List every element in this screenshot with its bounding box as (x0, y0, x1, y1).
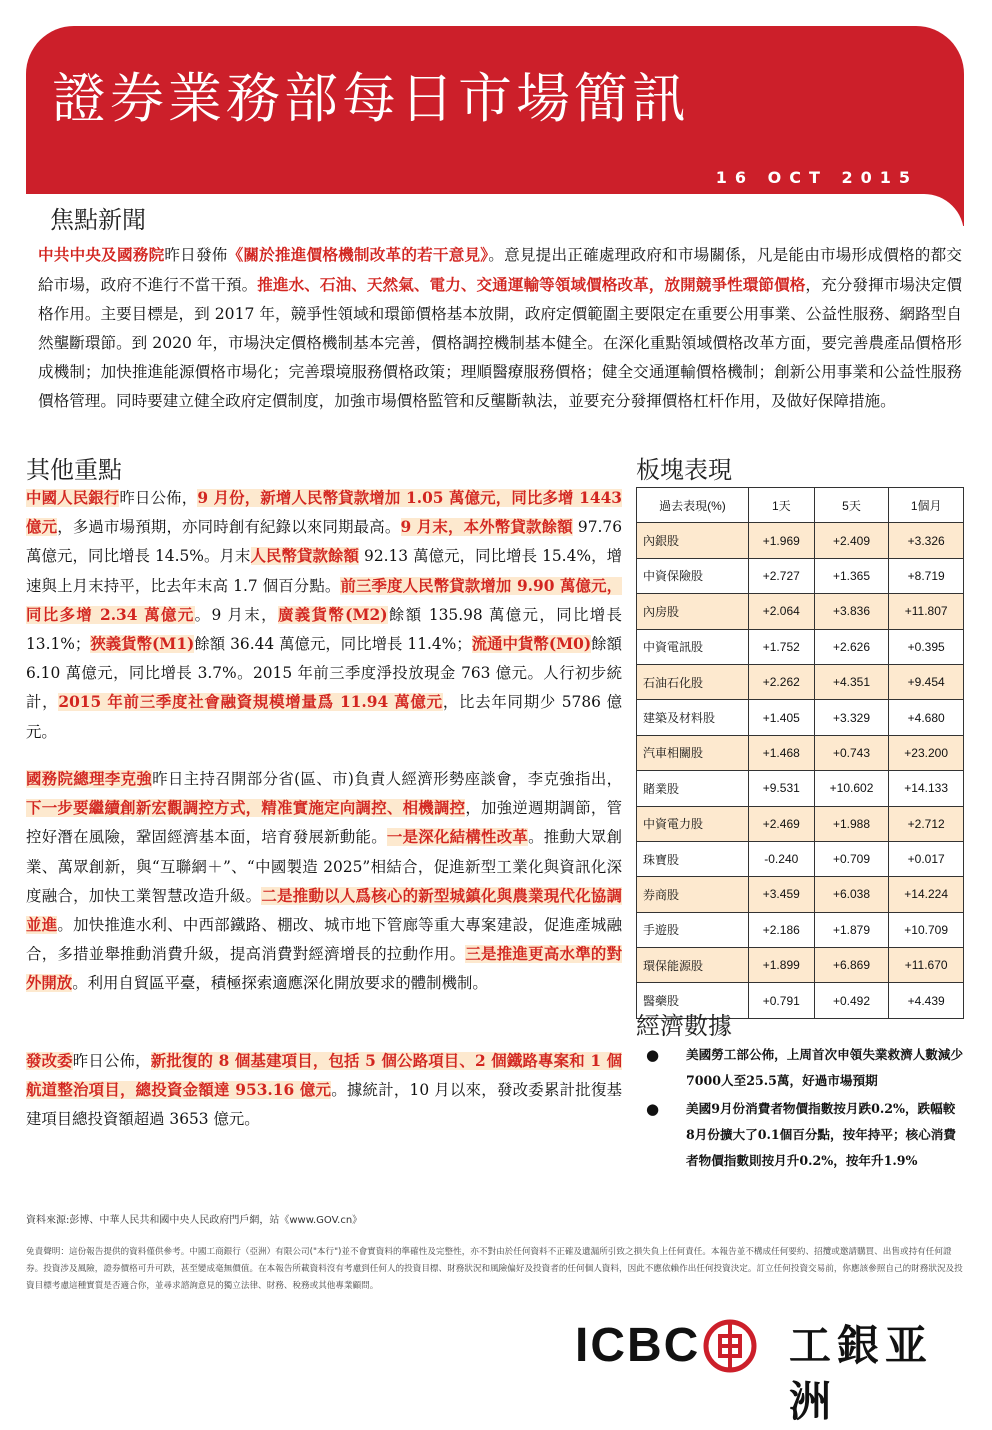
table-row (637, 523, 964, 558)
table-row (637, 841, 964, 876)
body-text: 92.13 萬億元，同比增長 15.4%，增速與上月末持平，比去年末高 1.7 個百分點。 (26, 547, 622, 595)
highlight-text: 流通中貨幣(M0) (471, 635, 592, 654)
return-1d: +1.899 (748, 948, 814, 983)
list-item (646, 1096, 964, 1174)
highlight-text: 廣義貨幣(M2) (277, 605, 388, 624)
return-1d: +3.459 (748, 877, 814, 912)
highlight-text: 一是深化結構性改革 (386, 828, 529, 847)
column-header-5d: 5天 (814, 488, 889, 523)
table-row (637, 700, 964, 735)
sector-name: 手遊股 (637, 912, 749, 947)
return-1m: +4.439 (889, 983, 964, 1018)
state-council-paragraph (26, 765, 622, 999)
return-1m: +4.680 (889, 700, 964, 735)
sector-name: 中資保險股 (637, 558, 749, 593)
return-1d: +1.405 (748, 700, 814, 735)
table-row (637, 629, 964, 664)
body-text: ，加強逆週期調節，管控好潛在風險，鞏固經濟基本面，培育發展新動能。 (26, 799, 622, 847)
focus-text: 昨日發佈 (164, 246, 228, 264)
highlight-text: 新批復的 8 個基建項目，包括 5 個公路項目、2 個鐵路專案和 1 個航道整治項目，總投資金額達 953.16 億元 (26, 1052, 622, 1100)
sector-name: 汽車相關股 (637, 735, 749, 770)
table-row (637, 558, 964, 593)
return-5d: +4.351 (814, 664, 889, 699)
return-5d: +3.329 (814, 700, 889, 735)
sector-performance-heading: 板塊表現 (636, 456, 732, 484)
icbc-seal-icon (703, 1319, 757, 1373)
highlight-text: 前三季度人民幣貸款增加 9.90 萬億元，同比多增 2.34 萬億元 (26, 576, 623, 624)
highlight-text: 二是推動以人爲核心的新型城鎮化與農業現代化協調並進 (26, 886, 622, 935)
sector-name: 建築及材料股 (637, 700, 749, 735)
return-5d: +2.626 (814, 629, 889, 664)
return-1d: +0.791 (748, 983, 814, 1018)
return-5d: +1.879 (814, 912, 889, 947)
table-header-row (637, 488, 964, 523)
sector-name: 環保能源股 (637, 948, 749, 983)
body-text: ，比去年同期少 5786 億元。 (26, 693, 622, 741)
return-1m: +8.719 (889, 558, 964, 593)
sector-name: 賭業股 (637, 771, 749, 806)
highlight-text: 下一步要繼續創新宏觀調控方式，精准實施定向調控、相機調控 (26, 799, 466, 818)
bullet-icon: ● (646, 1100, 660, 1118)
return-1m: +11.807 (889, 594, 964, 629)
body-text: 。推動大眾創業、萬眾創新，與“互聯網＋”、“中國製造 2025”相結合，促進新型工業化與資訊化深度融合，加快工業智慧改造升級。 (26, 828, 622, 905)
body-text: 餘額 36.44 萬億元，同比增長 11.4%； (194, 635, 472, 654)
return-1d: +2.469 (748, 806, 814, 841)
return-1d: +2.186 (748, 912, 814, 947)
highlight-text: 發改委 (26, 1052, 73, 1070)
sector-name: 石油石化股 (637, 664, 749, 699)
body-text: 餘額 6.10 萬億元，同比增長 3.7%。2015 年前三季度淨投放現金 763 億元。人行初步統計， (26, 635, 622, 712)
return-5d: +3.836 (814, 594, 889, 629)
column-header-1d: 1天 (748, 488, 814, 523)
body-text: 昨日公佈， (72, 1052, 151, 1070)
table-row (637, 948, 964, 983)
body-text: 97.76 萬億元，同比增長 14.5%。月末 (26, 518, 622, 566)
return-5d: +1.365 (814, 558, 889, 593)
body-text: 昨日主持召開部分省(區、市)負責人經濟形勢座談會，李克強指出， (152, 770, 622, 788)
table-row (637, 806, 964, 841)
sector-name: 券商股 (637, 877, 749, 912)
pboc-paragraph (26, 484, 622, 747)
table-row (637, 771, 964, 806)
column-header-period: 過去表現(%) (637, 488, 749, 523)
logo-wordmark-en: ICBC (575, 1319, 701, 1372)
highlight-text: 9 月末，本外幣貸款餘額 (400, 518, 573, 537)
sector-name: 內房股 (637, 594, 749, 629)
return-5d: +0.743 (814, 735, 889, 770)
table-row (637, 594, 964, 629)
return-5d: +10.602 (814, 771, 889, 806)
return-1d: +2.262 (748, 664, 814, 699)
focus-document-title: 《關於推進價格機制改革的若干意見》 (227, 245, 489, 264)
economic-item-text: 美國勞工部公佈，上周首次申領失業救濟人數減少7000人至25.5萬，好過市場預期 (686, 1047, 964, 1088)
focus-highlight: 推進水、石油、天然氣、電力、交通運輸等領域價格改革，放開競爭性環節價格 (257, 275, 806, 294)
focus-issuer: 中共中央及國務院 (38, 245, 165, 264)
page-title: 證券業務部每日市場簡訊 (52, 67, 690, 130)
source-note: 資料來源:彭博、中華人民共和國中央人民政府門戶網，站《www.GOV.cn》 (26, 1215, 363, 1226)
return-1m: +9.454 (889, 664, 964, 699)
table-row (637, 664, 964, 699)
return-5d: +6.038 (814, 877, 889, 912)
report-date: 16 OCT 2015 (715, 168, 918, 187)
body-text: ，多過市場預期，亦同時創有紀錄以來同期最高。 (57, 518, 401, 537)
return-1m: +11.670 (889, 948, 964, 983)
ndrc-paragraph (26, 1047, 622, 1135)
focus-news-body (38, 240, 962, 416)
highlight-text: 狹義貨幣(M1) (90, 635, 195, 654)
return-1d: +1.969 (748, 523, 814, 558)
focus-text: ，充分發揮市場決定價格作用。主要目標是，到 2017 年，競爭性領域和環節價格基本放開，政府定價範圍主要限定在重要公用事業、公益性服務、網路型自然壟斷環節。到 2020 年，市場決定價格機制基本完善，價格調控機制基本健全。在深化重點領域價格改革方面，要完善農產品價格形成機制；加快推進能源價格市場化；完善環境服務價格政策；理順醫療服務價格；健全交通運輸價格機制；創新公用事業和公益性服務價格管理。同時要建立健全政府定價制度，加強市場價格監管和反壟斷執法，並要充分發揮價格杠杆作用，及做好保障措施。 (38, 276, 962, 410)
highlight-text: 人民幣貸款餘額 (250, 547, 360, 566)
body-text: 。利用自貿區平臺，積極探索適應深化開放要求的體制機制。 (72, 974, 488, 993)
return-1m: +23.200 (889, 735, 964, 770)
other-highlights-heading: 其他重點 (26, 456, 122, 484)
return-1d: +1.752 (748, 629, 814, 664)
focus-text: 。意見提出正確處理政府和市場關係，凡是能由市場形成價格的都交給市場，政府不進行不當干預。 (38, 246, 962, 294)
body-text: 。9 月末， (194, 605, 278, 624)
return-5d: +1.988 (814, 806, 889, 841)
return-1m: +14.133 (889, 771, 964, 806)
body-text: 昨日公佈， (119, 489, 198, 507)
highlight-text: 國務院總理李克強 (26, 770, 153, 788)
return-1m: +14.224 (889, 877, 964, 912)
return-1m: +2.712 (889, 806, 964, 841)
highlight-text: 2015 年前三季度社會融資規模增量爲 11.94 萬億元 (58, 693, 443, 712)
return-1m: +0.017 (889, 841, 964, 876)
return-5d: +2.409 (814, 523, 889, 558)
sector-name: 中資電訊股 (637, 629, 749, 664)
focus-news-heading: 焦點新聞 (50, 206, 146, 234)
table-row (637, 735, 964, 770)
return-1d: +2.064 (748, 594, 814, 629)
highlight-text: 9 月份，新增人民幣貸款增加 1.05 萬億元，同比多增 1443 億元 (26, 489, 622, 537)
icbc-logo (575, 1318, 965, 1426)
body-text: 。據統計，10 月以來，發改委累計批復基建項目總投資額超過 3653 億元。 (26, 1081, 623, 1129)
return-5d: +6.869 (814, 948, 889, 983)
return-1d: -0.240 (748, 841, 814, 876)
logo-wordmark-cn: 工銀亚洲 (789, 1321, 934, 1426)
return-5d: +0.709 (814, 841, 889, 876)
table-row (637, 877, 964, 912)
bullet-icon: ● (646, 1046, 660, 1064)
banner-tab (26, 194, 964, 234)
body-text: 餘額 135.98 萬億元，同比增長 13.1%； (26, 605, 622, 654)
list-item (646, 1042, 964, 1094)
body-text: 。加快推進水利、中西部鐵路、棚改、城市地下管廊等重大專案建設，促進產城融合，多措並舉推動消費升級，提高消費對經濟增長的拉動作用。 (26, 916, 622, 964)
return-1m: +0.395 (889, 629, 964, 664)
return-1d: +2.727 (748, 558, 814, 593)
economic-data-heading: 經濟數據 (636, 1012, 732, 1040)
sector-name: 珠寶股 (637, 841, 749, 876)
sector-name: 內銀股 (637, 523, 749, 558)
sector-name: 醫藥股 (637, 983, 749, 1018)
disclaimer: 免責聲明：這份報告提供的資料僅供參考。中國工商銀行（亞洲）有限公司("本行")並不會實資料的準確性及完整性，亦不對由於任何資料不正確及遺漏所引致之損失負上任何責任。本報告並不構成任何要約、招攬或邀請購買、出售或持有任何證券。投資涉及風險，證券價格可升可跌，甚至變成毫無價值。在本報告所載資料沒有考慮到任何人的投資目標、財務狀況和風險偏好及投資者的任何個人資料，因此不應依賴作出任何投資決定。訂立任何投資交易前，你應該參照自己的財務狀況及投資目標考慮這種實質是否適合你，並尋求諮詢意見的獨立法律、財務、稅務或其他專業顧問。 (26, 1247, 963, 1291)
return-1d: +1.468 (748, 735, 814, 770)
column-header-1m: 1個月 (889, 488, 964, 523)
return-5d: +0.492 (814, 983, 889, 1018)
economic-data-list (646, 1042, 964, 1176)
sector-performance-table (636, 487, 964, 1019)
return-1d: +9.531 (748, 771, 814, 806)
return-1m: +3.326 (889, 523, 964, 558)
economic-item-text: 美國9月份消費者物價指數按月跌0.2%，跌幅較8月份擴大了0.1個百分點，按年持平；核心消費者物價指數則按月升0.2%，按年升1.9% (686, 1101, 956, 1168)
highlight-text: 中國人民銀行 (26, 489, 120, 507)
return-1m: +10.709 (889, 912, 964, 947)
highlight-text: 三是推進更高水準的對外開放 (26, 945, 622, 993)
table-row (637, 912, 964, 947)
sector-name: 中資電力股 (637, 806, 749, 841)
